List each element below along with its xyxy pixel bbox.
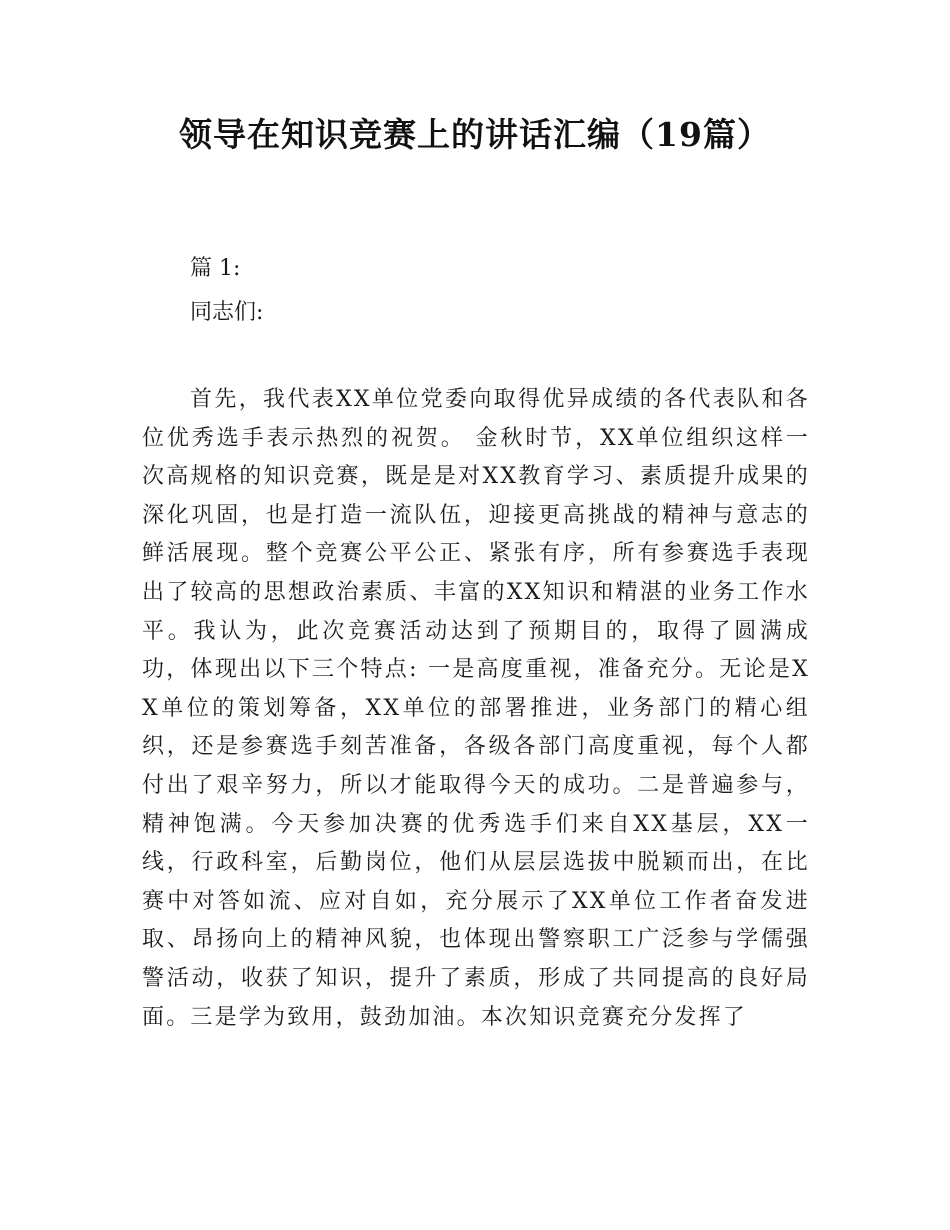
section-label: 篇 1:: [190, 256, 241, 281]
document-title: 领导在知识竞赛上的讲话汇编（19篇）: [179, 115, 771, 154]
body-paragraph: 首先，我代表XX单位党委向取得优异成绩的各代表队和各位优秀选手表示热烈的祝贺。 金秋时节，XX单位组织这样一次高规格的知识竞赛，既是是对XX教育学习、素质提升成果的深化巩固，也是打造一流队伍，迎接更高挑战的精神与意志的鲜活展现。整个竞赛公平公正、紧张有序，所有参赛选手表现出了较高的思想政治素质、丰富的XX知识和精湛的业务工作水平。我认为，此次竞赛活动达到了预期目的，取得了圆满成功，体现出以下三个特点: 一是高度重视，准备充分。无论是XX单位的策划筹备，XX单位的部署推进，业务部门的精心组织，还是参赛选手刻苦准备，各级各部门高度重视，每个人都付出了艰辛努力，所以才能取得今天的成功。二是普遍参与，精神饱满。今天参加决赛的优秀选手们来自XX基层，XX一线，行政科室，后勤岗位，他们从层层选拔中脱颖而出，在比赛中对答如流、应对自如，充分展示了XX单位工作者奋发进取、昂扬向上的精神风貌，也体现出警察职工广泛参与学儒强警活动，收获了知识，提升了素质，形成了共同提高的良好局面。三是学为致用，鼓劲加油。本次知识竞赛充分发挥了: [142, 387, 810, 1030]
salutation: 同志们:: [190, 300, 264, 325]
